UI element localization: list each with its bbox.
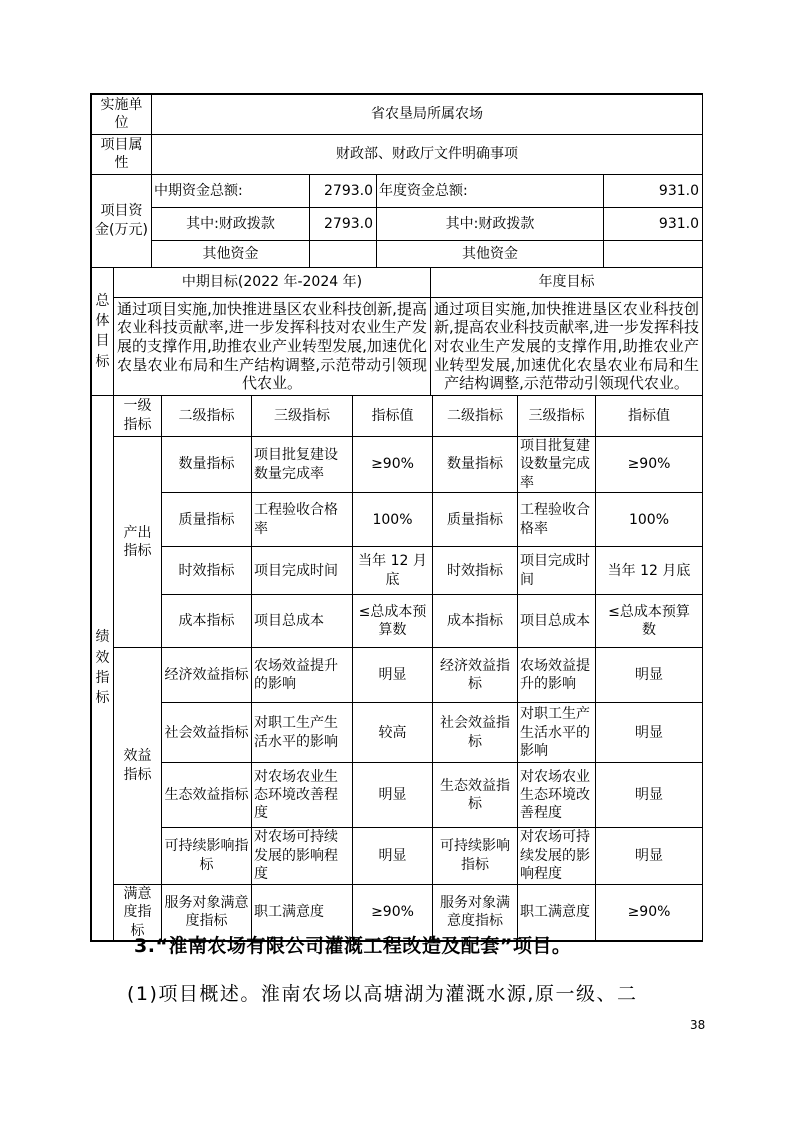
value-cell: ≥90% (353, 884, 433, 940)
mid-other-value (310, 240, 377, 267)
value-cell: 较高 (353, 703, 433, 763)
mid-fiscal-value: 2793.0 (310, 207, 377, 240)
indicator-row (92, 547, 703, 595)
level1-satisfaction: 满意度指标 (114, 884, 162, 940)
level3-cell: 职工满意度 (518, 884, 596, 940)
section-heading: 3.“淮南农场有限公司灌溉工程改造及配套”项目。 (134, 935, 572, 957)
value-cell: 明显 (596, 763, 703, 828)
level3-cell: 对农场可持续发展的影响程度 (252, 828, 353, 884)
indicator-row (92, 828, 703, 884)
annual-fiscal-label: 其中:财政拨款 (377, 207, 604, 240)
header-level3: 三级指标 (252, 395, 353, 436)
level3-cell: 项目批复建设数量完成率 (518, 436, 596, 492)
level3-cell: 工程验收合格率 (518, 493, 596, 547)
impl-unit-label: 实施单位 (92, 95, 152, 135)
level2-cell: 时效指标 (162, 547, 252, 595)
funding-row (92, 240, 703, 267)
level1-benefit: 效益指标 (114, 648, 162, 884)
level2-cell: 可持续影响指标 (433, 828, 518, 884)
indicator-row (92, 493, 703, 547)
impl-unit-value: 省农垦局所属农场 (152, 95, 703, 135)
value-cell: 明显 (353, 648, 433, 703)
value-cell: 明显 (353, 828, 433, 884)
level2-cell: 社会效益指标 (162, 703, 252, 763)
level2-cell: 质量指标 (162, 493, 252, 547)
annual-goal-header: 年度目标 (431, 267, 703, 297)
level3-cell: 项目批复建设数量完成率 (252, 436, 353, 492)
mid-other-label: 其他资金 (152, 240, 310, 267)
value-cell: 明显 (596, 648, 703, 703)
project-info-table (91, 94, 703, 268)
level2-cell: 成本指标 (162, 595, 252, 648)
header-valueb: 指标值 (596, 395, 703, 436)
value-cell: ≤总成本预算数 (353, 595, 433, 648)
annual-total-value: 931.0 (604, 174, 703, 207)
level3-cell: 对农场农业生态环境改善程度 (252, 763, 353, 828)
annual-total-label: 年度资金总额: (377, 174, 604, 207)
mid-fiscal-label: 其中:财政拨款 (152, 207, 310, 240)
level3-cell: 对农场农业生态环境改善程度 (518, 763, 596, 828)
value-cell: 100% (353, 493, 433, 547)
level2-cell: 经济效益指标 (162, 648, 252, 703)
funding-row (92, 174, 703, 207)
overall-goal-label: 总体目标 (92, 267, 114, 395)
level2-cell: 成本指标 (433, 595, 518, 648)
level3-cell: 农场效益提升的影响 (252, 648, 353, 703)
indicator-row (92, 703, 703, 763)
overall-goals-table (91, 267, 703, 396)
value-cell: 当年 12 月底 (596, 547, 703, 595)
level2-cell: 社会效益指标 (433, 703, 518, 763)
mid-goal-header: 中期目标(2022 年-2024 年) (114, 267, 431, 297)
perf-indicator-label: 绩效指标 (92, 395, 114, 940)
level3-cell: 项目总成本 (518, 595, 596, 648)
performance-indicators-table (91, 395, 703, 941)
level2-cell: 经济效益指标 (433, 648, 518, 703)
annual-goal-text: 通过项目实施,加快推进垦区农业科技创新,提高农业科技贡献率,进一步发挥科技对农业生产发展的支撑作用,助推农业产业转型发展,加速优化农垦农业布局和生产结构调整,示范带动引领现代农业。 (431, 297, 703, 395)
header-level2b: 二级指标 (433, 395, 518, 436)
value-cell: 明显 (596, 828, 703, 884)
header-value: 指标值 (353, 395, 433, 436)
mid-total-value: 2793.0 (310, 174, 377, 207)
annual-other-label: 其他资金 (377, 240, 604, 267)
value-cell: ≥90% (596, 884, 703, 940)
project-attr-value: 财政部、财政厅文件明确事项 (152, 134, 703, 174)
value-cell: 明显 (353, 763, 433, 828)
level2-cell: 数量指标 (433, 436, 518, 492)
level3-cell: 职工满意度 (252, 884, 353, 940)
indicator-row (92, 436, 703, 492)
annual-fiscal-value: 931.0 (604, 207, 703, 240)
funding-row (92, 207, 703, 240)
level2-cell: 生态效益指标 (433, 763, 518, 828)
level3-cell: 项目完成时间 (518, 547, 596, 595)
page-number: 38 (690, 1018, 706, 1032)
level2-cell: 质量指标 (433, 493, 518, 547)
value-cell: ≥90% (596, 436, 703, 492)
level2-cell: 生态效益指标 (162, 763, 252, 828)
level3-cell: 对职工生产生活水平的影响 (518, 703, 596, 763)
header-level2: 二级指标 (162, 395, 252, 436)
level2-cell: 时效指标 (433, 547, 518, 595)
value-cell: ≤总成本预算数 (596, 595, 703, 648)
level1-output: 产出指标 (114, 436, 162, 647)
header-level1: 一级指标 (114, 395, 162, 436)
level3-cell: 项目总成本 (252, 595, 353, 648)
value-cell: 100% (596, 493, 703, 547)
level2-cell: 数量指标 (162, 436, 252, 492)
project-attr-label: 项目属性 (92, 134, 152, 174)
project-performance-table (90, 93, 703, 942)
level2-cell: 服务对象满意度指标 (162, 884, 252, 940)
annual-other-value (604, 240, 703, 267)
level2-cell: 服务对象满意度指标 (433, 884, 518, 940)
indicator-header-row (92, 395, 703, 436)
body-paragraph: (1)项目概述。淮南农场以高塘湖为灌溉水源,原一级、二 (127, 983, 638, 1005)
level3-cell: 项目完成时间 (252, 547, 353, 595)
level3-cell: 对农场可持续发展的影响程度 (518, 828, 596, 884)
mid-total-label: 中期资金总额: (152, 174, 310, 207)
mid-goal-text: 通过项目实施,加快推进垦区农业科技创新,提高农业科技贡献率,进一步发挥科技对农业生产发展的支撑作用,助推农业产业转型发展,加速优化农垦农业布局和生产结构调整,示范带动引领现代农业。 (114, 297, 431, 395)
value-cell: 明显 (596, 703, 703, 763)
level3-cell: 对职工生产生活水平的影响 (252, 703, 353, 763)
level3-cell: 工程验收合格率 (252, 493, 353, 547)
indicator-row (92, 595, 703, 648)
header-level3b: 三级指标 (518, 395, 596, 436)
level2-cell: 可持续影响指标 (162, 828, 252, 884)
indicator-row (92, 648, 703, 703)
indicator-row (92, 763, 703, 828)
value-cell: ≥90% (353, 436, 433, 492)
level3-cell: 农场效益提升的影响 (518, 648, 596, 703)
value-cell: 当年 12 月底 (353, 547, 433, 595)
funds-label: 项目资金(万元) (92, 174, 152, 267)
